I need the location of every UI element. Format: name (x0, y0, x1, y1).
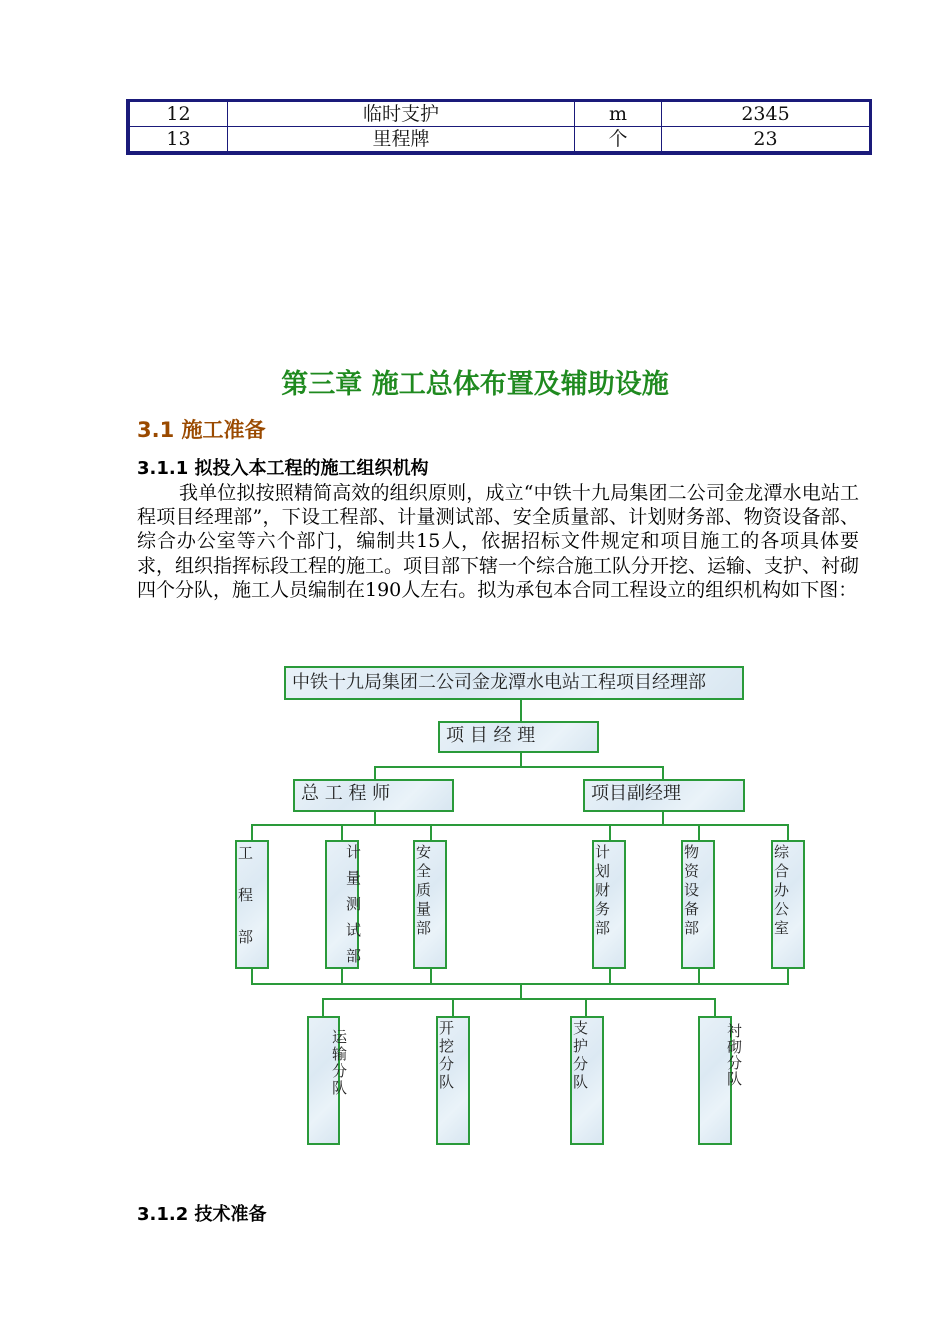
dept-label: 综合办公室 (774, 843, 790, 937)
section-heading-3-1-1: 3.1.1 拟投入本工程的施工组织机构 (137, 458, 429, 479)
connector-line (714, 998, 716, 1017)
connector-line (374, 766, 664, 768)
dept-label: 物资设备部 (684, 843, 700, 937)
table-cell-qty: 2345 (662, 102, 870, 127)
team-label: 运输分队 (332, 1028, 348, 1097)
table-row (130, 102, 870, 127)
team-box-excavation (436, 1016, 470, 1145)
table-cell-unit: m (575, 102, 662, 127)
connector-line (251, 824, 789, 826)
org-manager-box: 项 目 经 理 (438, 721, 599, 753)
team-label: 支护分队 (573, 1019, 589, 1091)
team-label: 衬砌分队 (727, 1022, 743, 1088)
table-cell-name: 里程牌 (228, 127, 575, 152)
team-box-transport (307, 1016, 348, 1145)
dept-box-office (771, 840, 805, 969)
dept-box-metrology (325, 840, 362, 969)
connector-line (662, 766, 664, 780)
dept-box-safety-quality (413, 840, 447, 969)
connector-line (520, 699, 522, 722)
connector-line (520, 752, 522, 767)
chapter-title: 第三章 施工总体布置及辅助设施 (281, 369, 669, 400)
table-row (130, 127, 870, 152)
connector-line (374, 766, 376, 780)
dept-box-planning-finance (592, 840, 626, 969)
org-deputy-manager-box: 项目副经理 (583, 779, 745, 812)
connector-line (698, 824, 700, 841)
connector-line (787, 824, 789, 841)
table-cell-unit: 个 (575, 127, 662, 152)
dept-box-materials (681, 840, 715, 969)
dept-label: 计量测试部 (346, 843, 362, 965)
body-paragraph: 我单位拟按照精简高效的组织原则，成立“中铁十九局集团二公司金龙潭水电站工程项目经理部”，下设工程部、计量测试部、安全质量部、计划财务部、物资设备部、综合办公室等六个部门，编制共15人，依据招标文件规定和项目施工的各项具体要求，组织指挥标段工程的施工。项目部下辖一个综合施工队分开挖、运输、支护、衬砌四个分队，施工人员编制在190人左右。拟为承包本合同工程设立的组织机构如下图： (137, 482, 860, 601)
connector-line (609, 824, 611, 841)
table-cell-no: 12 (130, 102, 228, 127)
table-cell-qty: 23 (662, 127, 870, 152)
connector-line (374, 811, 376, 825)
dept-label: 工程部 (238, 844, 254, 946)
connector-line (520, 983, 522, 999)
connector-line (341, 824, 343, 841)
dept-box-engineering (235, 840, 269, 969)
dept-label: 安全质量部 (416, 843, 432, 937)
connector-line (662, 811, 664, 825)
table-cell-no: 13 (130, 127, 228, 152)
dept-label: 计划财务部 (595, 843, 611, 937)
section-heading-3-1-2: 3.1.2 技术准备 (137, 1204, 267, 1225)
quantity-table (126, 99, 872, 155)
table-cell-name: 临时支护 (228, 102, 575, 127)
connector-line (585, 998, 587, 1017)
connector-line (322, 998, 324, 1017)
team-label: 开挖分队 (439, 1019, 455, 1091)
org-chief-engineer-box: 总 工 程 师 (293, 779, 454, 812)
connector-line (452, 998, 454, 1017)
connector-line (430, 824, 432, 841)
section-heading-3-1: 3.1 施工准备 (137, 418, 266, 442)
org-top-box: 中铁十九局集团二公司金龙潭水电站工程项目经理部 (284, 666, 744, 700)
connector-line (322, 998, 716, 1000)
team-box-support (570, 1016, 604, 1145)
team-box-lining (698, 1016, 743, 1145)
